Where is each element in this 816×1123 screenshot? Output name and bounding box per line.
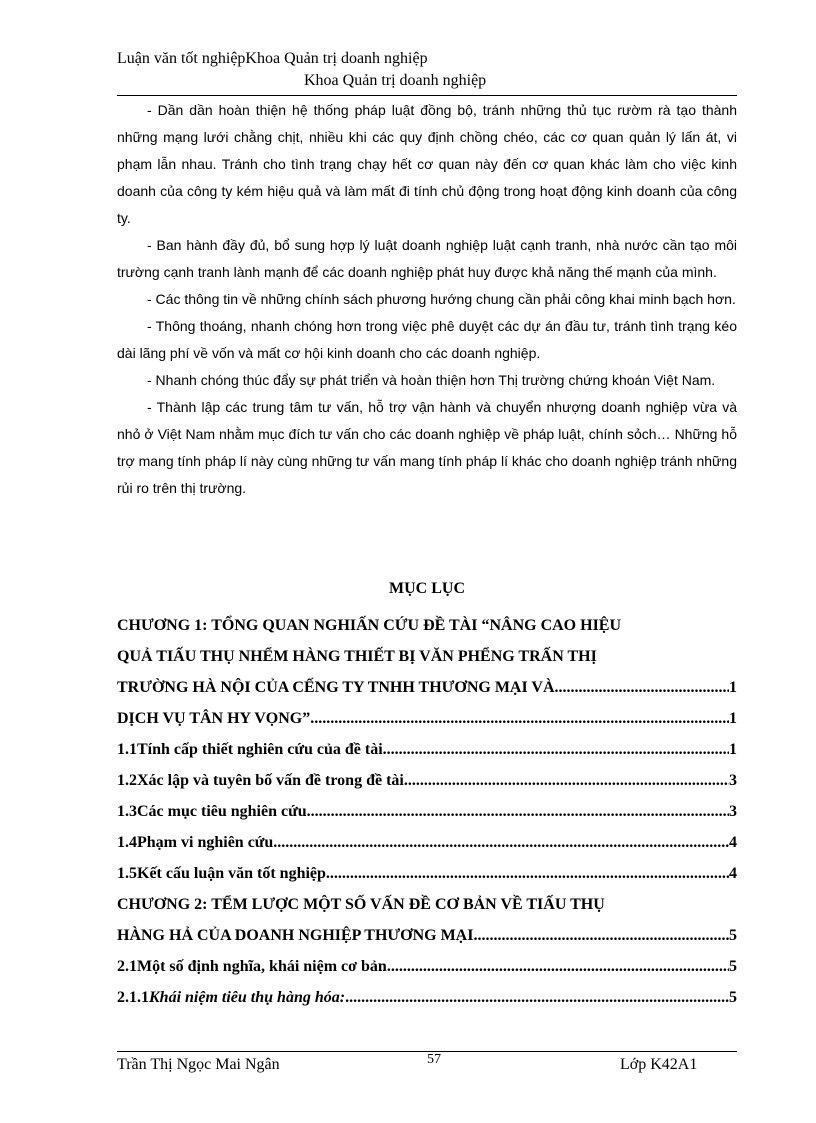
toc-entry-1-4[interactable]	[117, 827, 737, 858]
toc-title-line: TRƯỜNG HÀ NỘI CỦA CẾNG TY TNHH THƯƠNG MẠI VÀ	[117, 679, 555, 696]
toc-entry-1-2[interactable]	[117, 765, 737, 796]
toc-entry-chapter-2[interactable]	[117, 889, 737, 951]
toc-title: Tính cấp thiết nghiên cứu của đề tài	[137, 741, 383, 758]
toc-leader	[383, 734, 729, 765]
toc-page: 4	[729, 834, 737, 851]
toc-page: 5	[729, 958, 737, 975]
toc-number: 1.4	[117, 834, 137, 851]
toc-leader	[326, 858, 729, 889]
toc-number: 2.1	[117, 958, 137, 975]
toc-title: Kết cấu luận văn tốt nghiệp	[137, 865, 326, 882]
toc-title: Phạm vi nghiên cứu	[137, 834, 274, 851]
paragraph: - Ban hành đầy đủ, bổ sung hợp lý luật doanh nghiệp luật cạnh tranh, nhà nước cần tạo môi trường cạnh tranh lành mạnh để các doanh nghiệp phát huy được khả năng thế mạnh của mình.	[117, 237, 737, 280]
toc-entry-1-1[interactable]	[117, 734, 737, 765]
toc-leader	[387, 951, 729, 982]
footer-page-number: 57	[427, 1052, 441, 1067]
body-text	[117, 97, 737, 502]
toc-title: Khái niệm tiêu thụ hàng hóa:	[149, 989, 346, 1006]
toc-title: Các mục tiêu nghiên cứu	[137, 803, 307, 820]
toc-entry-2-1-1[interactable]	[117, 982, 737, 1013]
toc-leader	[555, 672, 729, 703]
header-line-2: Khoa Quản trị doanh nghiệp	[304, 72, 487, 89]
paragraph: - Dần dần hoàn thiện hệ thống pháp luật đồng bộ, tránh những thủ tục rườm rà tạo thành những mạng lưới chằng chịt, nhiều khi các quy định chồng chéo, các cơ quan quản lý lấn át, vi phạm lẫn nhau. Tránh cho tình trạng chạy hết cơ quan này đến cơ quan khác làm cho việc kinh doanh của công ty kém hiệu quả và làm mất đi tính chủ động trong hoạt động kinh doanh của công ty.	[117, 102, 737, 226]
header-rule	[117, 95, 737, 96]
toc-page: 1	[729, 741, 737, 758]
toc-heading: MỤC LỤC	[389, 580, 465, 597]
toc-entry-1-3[interactable]	[117, 796, 737, 827]
footer-class: Lớp K42A1	[620, 1056, 698, 1073]
toc-entry-2-1[interactable]	[117, 951, 737, 982]
toc-leader	[408, 765, 729, 796]
toc-entry-chapter-1[interactable]	[117, 610, 737, 734]
toc-title: Một số định nghĩa, khái niệm cơ bản	[137, 958, 387, 975]
toc-page: 5	[729, 989, 737, 1006]
toc-title-line: CHƯƠNG 2: TỂM LƯỢC MỘT SỐ VẤN ĐỀ CƠ BẢN VỀ TIẤU THỤ	[117, 896, 605, 913]
toc-entry-1-5[interactable]	[117, 858, 737, 889]
paragraph: - Thành lập các trung tâm tư vấn, hỗ trợ vận hành và chuyển nhượng doanh nghiệp vừa và nhỏ ở Việt Nam nhằm mục đích tư vấn cho các doanh nghiệp về pháp luật, chính sỏch… Những hỗ trợ mang tính pháp lí này cùng những tư vấn mang tính pháp lí khác cho doanh nghiệp tránh những rủi ro trên thị trường.	[117, 399, 737, 496]
toc-leader	[345, 982, 729, 1013]
toc-title-line: QUẢ TIẤU THỤ NHỂM HÀNG THIẾT BỊ VĂN PHỂNG TRẤN THỊ	[117, 648, 597, 665]
toc-number: 2.1.1	[117, 989, 149, 1006]
toc-number: 1.3	[117, 803, 137, 820]
toc-title-line: DỊCH VỤ TÂN HY VỌNG”	[117, 710, 311, 727]
table-of-contents	[117, 610, 737, 1013]
toc-leader	[307, 796, 729, 827]
toc-number: 1.2	[117, 772, 137, 789]
toc-number: 1.5	[117, 865, 137, 882]
toc-title: Xác lập và tuyên bố vấn đề trong đề tài.	[137, 772, 408, 789]
footer-author: Trần Thị Ngọc Mai Ngân	[117, 1056, 280, 1073]
toc-page: 3	[729, 772, 737, 789]
toc-page: 1	[729, 710, 737, 727]
toc-leader	[473, 920, 729, 951]
toc-leader	[310, 703, 729, 734]
paragraph: - Nhanh chóng thúc đẩy sự phát triển và hoàn thiện hơn Thị trường chứng khoán Việt Nam.	[147, 372, 716, 388]
toc-page: 5	[729, 927, 737, 944]
header-line-1: Luận văn tốt nghiệpKhoa Quản trị doanh nghiệp	[117, 50, 428, 67]
toc-title-line: HÀNG HẢ CỦA DOANH NGHIỆP THƯƠNG MẠI	[117, 927, 474, 944]
toc-number: 1.1	[117, 741, 137, 758]
paragraph: - Thông thoáng, nhanh chóng hơn trong việc phê duyệt các dự án đầu tư, tránh tình trạng kéo dài lãng phí về vốn và mất cơ hội kinh doanh cho các doanh nghiệp.	[117, 318, 737, 361]
paragraph: - Các thông tin về những chính sách phương hướng chung cần phải công khai minh bạch hơn.	[147, 291, 736, 307]
toc-page: 3	[729, 803, 737, 820]
toc-page: 4	[729, 865, 737, 882]
toc-leader	[273, 827, 729, 858]
toc-page: 1	[729, 679, 737, 696]
toc-title-line: CHƯƠNG 1: TỔNG QUAN NGHIẤN CỨU ĐỀ TÀI “NÂNG CAO HIỆU	[117, 617, 622, 634]
